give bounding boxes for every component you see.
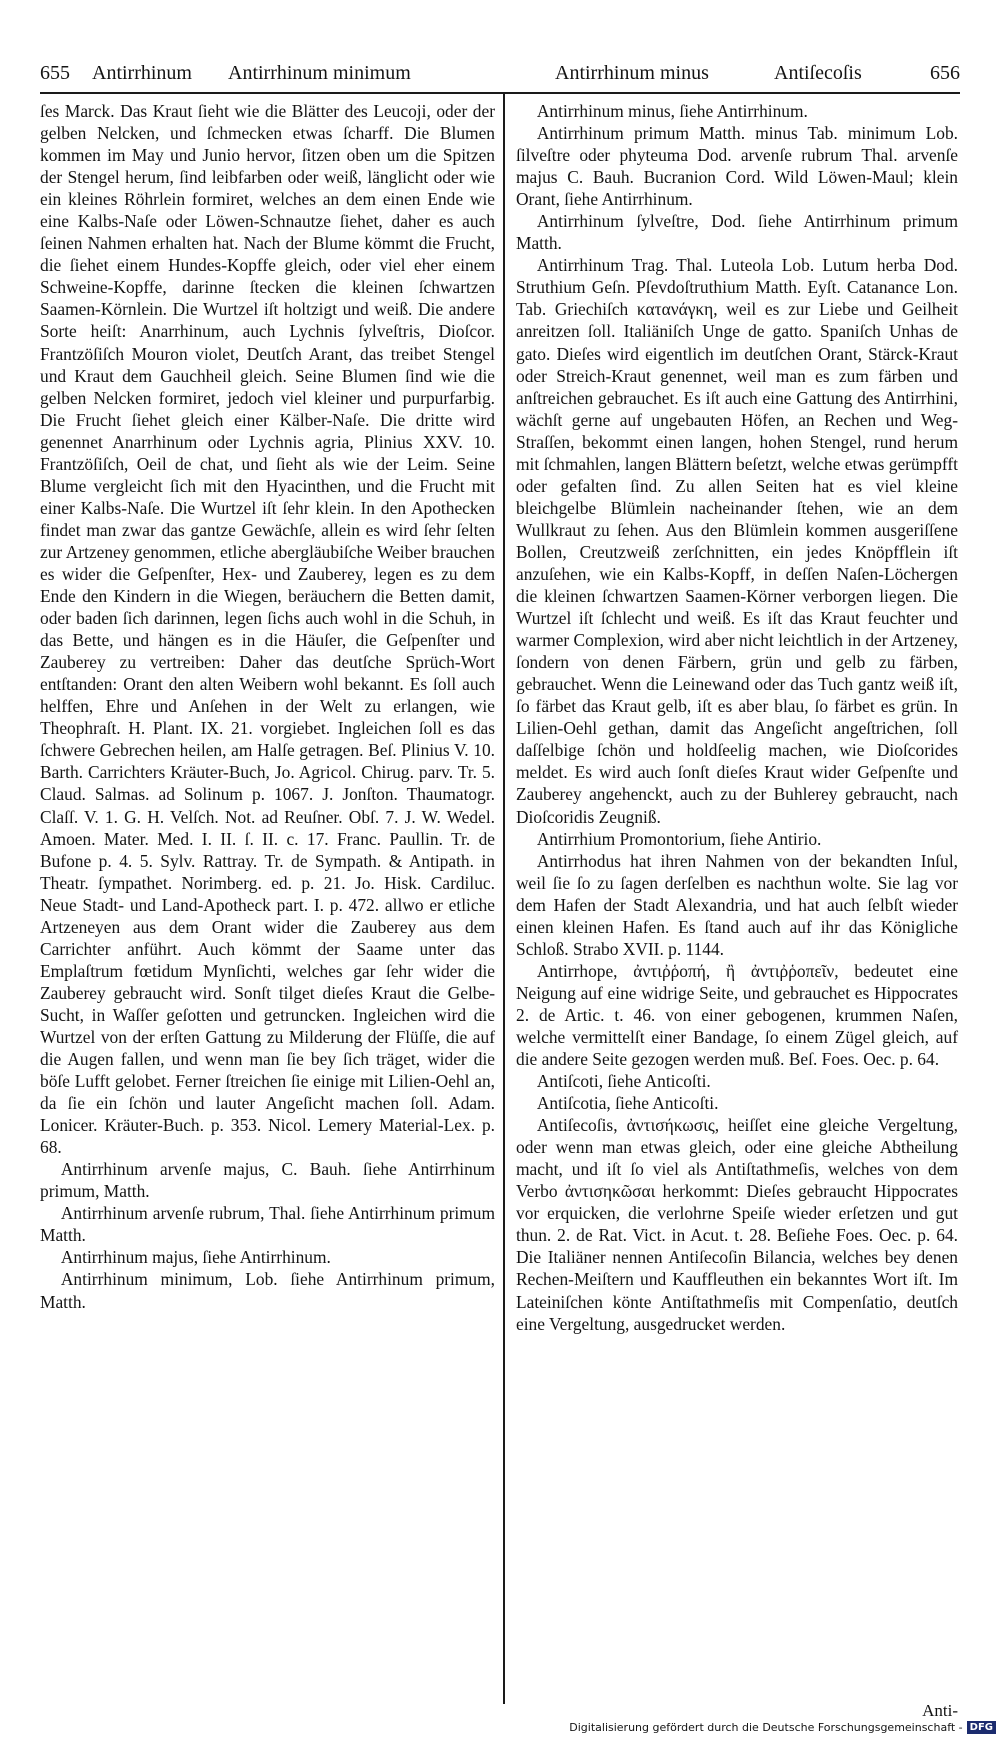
right-entry: Antiſcotia, ſiehe Anticoſti. [536,1093,719,1114]
right-entry: Antiſcoti, ſiehe Anticoſti. [536,1071,711,1092]
left-entry: Antirrhinum minimum, Lob. ſiehe Antirrhinum primum, Matth. [40,1269,495,1312]
credit-text: Digitalisierung gefördert durch die Deutsche Forschungsgemeinschaft - [569,1721,963,1734]
header-keyword-3: Antirrhinum minus [555,62,709,84]
running-header [40,62,960,96]
right-entry: Antirrhinum ſylveſtre, Dod. ſiehe Antirrhinum primum Matth. [516,211,958,254]
left-entry: Antirrhinum arvenſe rubrum, Thal. ſiehe Antirrhinum primum Matth. [40,1203,495,1246]
left-column [40,100,495,1313]
page-number-left: 655 [40,62,70,84]
left-entry: Antirrhinum arvenſe majus, C. Bauh. ſiehe Antirrhinum primum, Matth. [40,1159,495,1202]
header-keyword-4: Antiſecoſis [774,62,862,84]
right-entry: Antirrhinum primum Matth. minus Tab. minimum Lob. ſilveſtre oder phyteuma Dod. arvenſe rubrum Thal. arvenſe majus C. Bauh. Bucranion Cord. Wild Löwen-Maul; klein Orant, ſiehe Antirrhinum. [516,123,958,210]
header-keyword-1: Antirrhinum [92,62,192,84]
dfg-logo: DFG [967,1721,996,1734]
right-entry: Antirrhope, ἀντιῤῥοπή, ἢ ἀντιῤῥοπεῖν, bedeutet eine Neigung auf eine widrige Seite, und gebrauchet es Hippocrates 2. de Artic. t. 46. von einer gebogenen, krummen Naſen, welche vermittelſt einer Bandage, ſo einem Zügel gleich, auf die andere Seite gezogen werden muß. Beſ. Foes. Oec. p. 64. [516,960,958,1070]
header-rule [40,92,960,94]
catchword: Anti- [922,1701,958,1720]
left-entry-continuation: ſes Marck. Das Kraut ſieht wie die Blätter des Leucoji, oder der gelben Nelcken, und ſchmecken etwas ſcharff. Die Blumen kommen im May und Junio hervor, ſitzen oben um die Spitzen der Stengel herum, ſind leibfarben oder weiß, länglicht oder wie ein kleines Röhrlein formiret, welches an dem einen Ende wie eine Kalbs-Naſe oder Löwen-Schnautze ſiehet, daher es auch ſeinen Nahmen erhalten hat. Nach der Blume kömmt die Frucht, die ſiehet einem Hundes-Kopffe gleich, oder viel eher einem Schweine-Kopffe, darinne ſtecken die kleinen ſchwartzen Saamen-Körnlein. Die Wurtzel iſt holtzigt und weiß. Die andere Sorte heiſt: Anarrhinum, auch Lychnis ſylveſtris, Dioſcor. Frantzöſiſch Mouron violet, Deutſch Arant, das treibet Stengel und Kraut dem Gauchheil gleich. Seine Blumen ſind wie die gelben Nelcken formiret, jedoch viel kleiner und purpurfarbig. Die Frucht ſiehet gleich einer Kälber-Naſe. Die dritte wird genennet Anarrhinum oder Lychnis agria, Plinius XXV. 10. Frantzöſiſch, Oeil de chat, und ſieht als wie der Leim. Seine Blume vergleicht ſich mit den Hyacinthen, und die Frucht mit einer Kalbs-Naſe. Die Wurtzel iſt ſehr klein. In den Apothecken findet man zwar das gantze Gewächſe, allein es wird ſehr ſelten zur Artzeney genommen, etliche abergläubiſche Weiber brauchen es wider die Geſpenſter, Hex- und Zauberey, legen es zu dem Ende den Kindern in die Wiegen, beräuchern die Betten damit, oder baden ſich darinnen, legen ſichs auch wohl in die Schuh, in das Bette, und hängen es in die Häuſer, die Geſpenſter und Zauberey zu vertreiben: Daher das deutſche Sprüch-Wort entſtanden: Orant den alten Weibern wohl bekannt. Es ſoll auch helffen, Ehre und Anſehen in der Welt zu erlangen, wie Theophraſt. H. Plant. IX. 21. vorgiebet. Ingleichen ſoll es das ſchwere Gebrechen heilen, am Halſe getragen. Beſ. Plinius V. 10. Barth. Carrichters Kräuter-Buch, Jo. Agricol. Chirug. parv. Tr. 5. Claud. Salmas. ad Solinum p. 1067. J. Jonſton. Thaumatogr. Claſſ. V. 1. G. H. Velſch. Not. ad Reuſner. Obſ. 7. J. W. Wedel. Amoen. Mater. Med. I. II. ſ. II. c. 17. Franc. Paullin. Tr. de Bufone p. 4. 5. Sylv. Rattray. Tr. de Sympath. & Antipath. in Theatr. ſympathet. Norimberg. ed. p. 21. Jo. Hisk. Cardiluc. Neue Stadt- und Land-Apotheck part. I. p. 472. allwo er etliche Artzeneyen aus dem Orant wider die Zauberey aus dem Carrichter anführt. Auch kömmt der Saame unter das Emplaſtrum fœtidum Mynſichti, welches gar ſehr wider die Zauberey gebraucht wird. Sonſt tilget dieſes Kraut die Gelbe-Sucht, in Waſſer geſotten und getruncken. Ingleichen wird die Wurtzel von der erſten Gattung zu Milderung der Flüſſe, die auf die Augen fallen, und wenn man ſie bey ſich träget, wider die böſe Lufft gelobet. Ferner ſtreichen ſie einige mit Lilien-Oehl an, da ſie ein ſchön und lauter Angeſicht machen ſoll. Adam. Lonicer. Kräuter-Buch. p. 353. Nicol. Lemery Material-Lex. p. 68. [40,101,495,1158]
column-divider [503,94,505,1704]
digitization-credit [569,1721,996,1734]
right-entry: Antirrhinum minus, ſiehe Antirrhinum. [536,101,808,121]
right-entry: Antirrhium Promontorium, ſiehe Antirio. [536,828,822,849]
right-entry: Antirrhodus hat ihren Nahmen von der bekandten Inſul, weil ſie ſo zu ſagen derſelben es nachthun wolte. Sie lag vor dem Hafen der Stadt Alexandria, und hat auch ſelbſt wieder einen kleinen Hafen. Es ſtand auch auf ihr das Königliche Schloß. Strabo XVII. p. 1144. [516,850,958,959]
right-column [516,100,958,1335]
right-entry: Antiſecoſis, ἀντισήκωσις, heiſſet eine gleiche Vergeltung, oder wenn man etwas gleich, oder eine gleiche Abtheilung macht, und iſt ſo viel als Antiſtathmeſis, welches von dem Verbo ἀντισηκῶσαι herkommt: Dieſes gebraucht Hippocrates vor erquicken, die verlohrne Speiſe wieder erſetzen und gut thun. 2. de Rat. Vict. in Acut. t. 28. Beſiehe Foes. Oec. p. 64. Die Italiäner nennen Antiſecoſin Bilancia, welches bey denen Rechen-Meiſtern und Kauffleuthen ein bekanntes Wort iſt. Im Lateiniſchen könte Antiſtathmeſis mit Compenſatio, deutſch eine Vergeltung, ausgedrucket werden. [516,1115,958,1334]
right-entry: Antirrhinum Trag. Thal. Luteola Lob. Lutum herba Dod. Struthium Geſn. Pſevdoſtruthium Matth. Eyſt. Catanance Lon. Tab. Griechiſch κατανάγκη, weil es zur Liebe und Geilheit anreitzen ſoll. Italiäniſch Unge de gatto. Spaniſch Unhas de gato. Dieſes wird eigentlich im deutſchen Orant, Stärck-Kraut oder Streich-Kraut genennet, weil man es zum färben und anſtreichen gebrauchet. Es iſt auch eine Gattung des Antirrhini, wächſt gerne auf ungebauten Höfen, an Rechen und Weg-Straſſen, bekommt einen langen, hohen Stengel, rund herum mit ſchmahlen, langen Blättern beſetzt, welche etwas gerümpfft oder gefalten ſind. Zu allen Seiten hat es viel kleine bleichgelbe Blümlein nacheinander ſtehen, wie an dem Wullkraut zu ſehen. Aus den Blümlein kommen ausgeriſſene Bollen, Creutzweiß zerſchnitten, ein jedes Knöpfflein iſt anzuſehen, wie ein Kalbs-Kopff, in deſſen Naſen-Löchergen die kleinen ſchwartzen Saamen-Körner verborgen liegen. Die Wurtzel iſt ſchlecht und weiß. Es iſt das Kraut feuchter und warmer Complexion, wird aber nicht leichtlich in der Artzeney, ſondern von denen Färbern, grün und gelb zu färben, gebrauchet. Wenn die Leinewand oder das Tuch gantz weiß iſt, ſo färbet das Kraut gelb, iſt es aber blau, ſo färbet es grün. In Lilien-Oehl gethan, damit das Angeſicht angeſtrichen, ſoll daſſelbige ſchön und holdſeelig machen, wie Dioſcorides meldet. Es wird auch ſonſt dieſes Kraut wider Geſpenſte und Zauberey angehenckt, auch zu der Buhlerey gebraucht, nach Dioſcoridis Zeugniß. [516,255,958,827]
page-number-right: 656 [930,62,960,84]
header-keyword-2: Antirrhinum minimum [228,62,411,84]
left-entry: Antirrhinum majus, ſiehe Antirrhinum. [60,1247,331,1268]
